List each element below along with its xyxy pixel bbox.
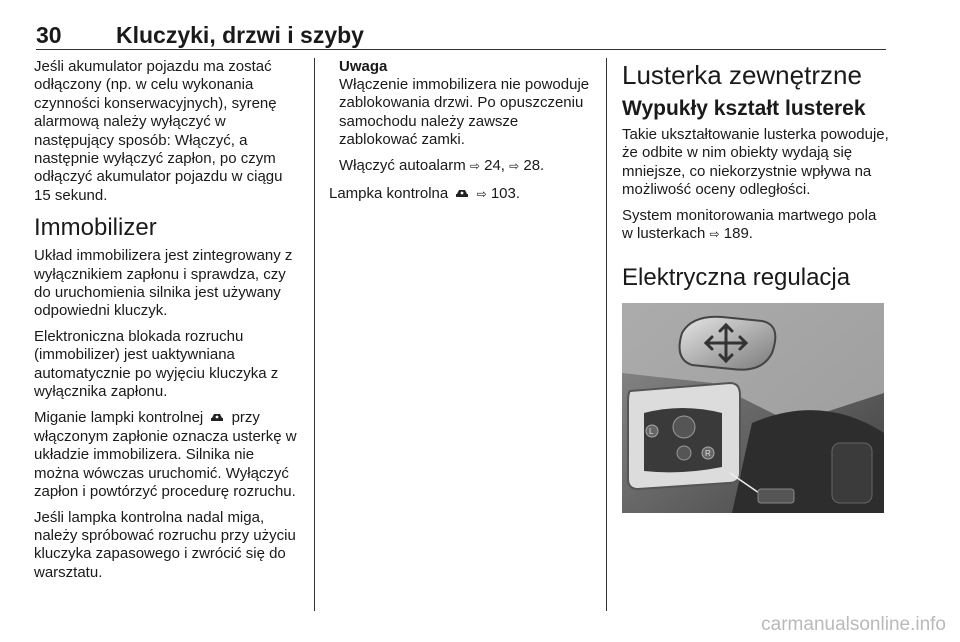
mirror-adjustment-photo [622, 303, 884, 513]
arrow-ref-icon: ⇨ [709, 227, 720, 242]
paragraph-immobilizer-1: Układ immobilizera jest zintegrowany z wyłącznikiem zapłonu i sprawdza, czy do uruchomienia silnika jest używany odpowiedni kluczyk. [34, 247, 293, 320]
heading-electric: Elektryczna regulacja [622, 264, 851, 292]
paragraph-immobilizer-4: Jeśli lampka kontrolna nadal miga, należy spróbować rozruchu przy użyciu kluczyka zapasowego i zwrócić się do warsztatu. [34, 508, 296, 581]
column-middle [329, 58, 591, 211]
paragraph-blind-spot [622, 207, 890, 244]
heading-immobilizer: Immobilizer [34, 214, 157, 242]
switch-label-left: L [649, 427, 654, 437]
switch-label-right: R [705, 449, 711, 459]
page-title: Kluczyki, drzwi i szyby [116, 22, 364, 48]
note-box [329, 58, 591, 175]
paragraph-battery: Jeśli akumulator pojazdu ma zostać odłączony (np. w celu wykonania czynności konserwacyjnych), syrenę alarmową należy wyłączyć w następujący sposób: Włączyć, a następnie wyłączyć zapłon, po czym odłączyć akumulator pojazdu w ciągu 15 sekund. [34, 58, 283, 204]
lamp-reference [329, 185, 591, 204]
note-reference [339, 157, 591, 175]
column-divider [314, 58, 315, 611]
column-left [34, 58, 302, 589]
link-page-189[interactable]: 189. [723, 225, 753, 243]
watermark: carmanualsonline.info [761, 614, 946, 635]
immobilizer-lamp-icon [210, 410, 224, 428]
link-page-28[interactable]: 28. [523, 156, 545, 174]
link-page-24[interactable]: 24, [484, 156, 505, 174]
paragraph-convex: Takie ukształtowanie lusterka powoduje, że odbite w nim obiekty wydają się mniejsze, co niekorzystnie wpływa na możliwość oceny odległości. [622, 126, 889, 199]
blind-spot-text: System monitorowania martwego pola w lusterkach [622, 206, 877, 243]
lamp-ref-text: Lampka kontrolna [329, 185, 449, 203]
column-right [622, 58, 890, 513]
note-heading: Uwaga [339, 58, 388, 75]
heading-convex: Wypukły kształt lusterek [622, 97, 866, 120]
note-ref-text: Włączyć autoalarm [339, 156, 466, 174]
header-rule [36, 49, 886, 50]
paragraph-immobilizer-2: Elektroniczna blokada rozruchu (immobilizer) jest uaktywniana automatycznie po wyjęciu kluczyka z wyłącznika zapłonu. [34, 327, 279, 401]
paragraph-immobilizer-3 [34, 409, 302, 502]
immobilizer-lamp-icon [455, 186, 469, 204]
arrow-ref-icon: ⇨ [509, 158, 520, 173]
page-number: 30 [36, 22, 62, 48]
page-header [36, 22, 886, 50]
link-page-103[interactable]: 103. [490, 185, 521, 203]
paragraph-text: przy włączonym zapłonie oznacza usterkę w układzie immobilizera. Silnika nie można wówczas uruchomić. Wyłączyć zapłon i powtórzyć procedurę rozruchu. [34, 408, 297, 501]
paragraph-text: Miganie lampki kontrolnej [34, 408, 204, 426]
column-divider [606, 58, 607, 611]
heading-mirrors: Lusterka zewnętrzne [622, 60, 862, 90]
arrow-ref-icon: ⇨ [469, 158, 480, 173]
arrow-ref-icon: ⇨ [476, 187, 487, 202]
note-text: Włączenie immobilizera nie powoduje zablokowania drzwi. Po opuszczeniu samochodu należy zawsze zablokować zamki. [339, 76, 590, 149]
